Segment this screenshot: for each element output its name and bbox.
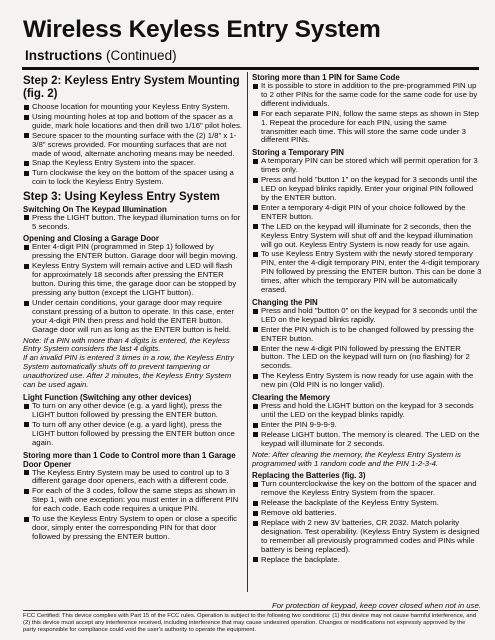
bullet-item: Replace the backplate. <box>252 556 482 565</box>
bullet-item: Turn clockwise the key on the bottom of the spacer using a coin to lock the Keyless Entry System. <box>23 169 243 187</box>
bullet-item: Release the backplate of the Keyless Entry System. <box>252 499 482 508</box>
bullet-item: For each of the 3 codes, follow the same steps as shown in Step 1, with one exception: you must enter in a different PIN for each code. Each code requires a unique PIN. <box>23 487 243 514</box>
light-heading: Light Function (Switching any other devices) <box>23 392 192 402</box>
bullet-item: Turn counterclockwise the key on the bottom of the spacer and remove the Keyless Entry System from the spacer. <box>252 480 482 498</box>
bullet-item: Press and hold "button 1" on the keypad for 3 seconds until the LED on keypad blinks rapidly. Enter your original PIN followed by the ENTER button. <box>252 176 482 203</box>
fcc-statement: FCC Certified: This device complies with Part 15 of the FCC rules. Operation is subject to the following two conditions: (1) this device may not cause harmful interference, and (2) this device must accept any interference received, including interference that may cause undesired operation. Changes or modifications not expressly approved by the party responsible for compliance could void the user's authority to operate the equipment. <box>23 610 478 635</box>
bullet-item: Enter the new 4-digit PIN followed by pressing the ENTER button. The LED on the keypad will turn on (no flashing) for 2 seconds. <box>252 345 482 372</box>
bullet-item: To turn on any other device (e.g. a yard light), press the LIGHT button followed by pressing the ENTER button. <box>23 402 243 420</box>
illumination-heading: Switching On The Keypad Illumination <box>23 204 167 214</box>
bullet-item: Press and hold "button 0" on the keypad for 3 seconds until the LED on the keypad blinks rapidly. <box>252 307 482 325</box>
bullet-item: Enter the PIN which is to be changed followed by pressing the ENTER button. <box>252 326 482 344</box>
note-clear-memory: Note: After clearing the memory, the Keyless Entry System is programmed with 1 random code and the PIN 1-2-3-4. <box>252 449 461 468</box>
bullet-item: Replace with 2 new 3V batteries, CR 2032. Match polarity designation. Test operability. (Keyless Entry System is designed to remember all previously programmed codes and PINs while battery is being replaced). <box>252 519 482 555</box>
note-pin-digits: Note: If a PIN with more than 4 digits is entered, the Keyless Entry System considers the last 4 digits. <box>23 335 230 354</box>
batteries-heading: Replacing the Batteries (fig. 3) <box>252 471 366 481</box>
bullet-item: It is possible to store in addition to the pre-programmed PIN up to 2 other PINs for the same code for the same code for use by different individuals. <box>252 82 482 109</box>
step3-heading: Step 3: Using Keyless Entry System <box>23 191 220 204</box>
illumination-list <box>23 214 243 232</box>
step2-heading: Step 2: Keyless Entry System Mounting (fig. 2) <box>23 75 240 100</box>
bullet-item: Choose location for mounting your Keyless Entry System. <box>23 103 243 112</box>
subtitle-text: Instructions <box>25 48 103 63</box>
clearing-memory-list <box>252 402 482 449</box>
changing-pin-list <box>252 307 482 390</box>
storing-codes-heading: Storing more than 1 Code to Control more than 1 Garage Door Opener <box>23 450 236 469</box>
bullet-item: Snap the Keyless Entry System into the spacer. <box>23 159 243 168</box>
temporary-pin-heading: Storing a Temporary PIN <box>252 148 344 158</box>
bullet-item: The Keyless Entry System is now ready for use again with the new pin (Old PIN is no longer valid). <box>252 372 482 390</box>
changing-pin-heading: Changing the PIN <box>252 297 318 307</box>
storing-codes-list <box>23 469 243 542</box>
bullet-item: Enter the PIN 9-9-9-9. <box>252 421 482 430</box>
clearing-memory-heading: Clearing the Memory <box>252 393 331 403</box>
column-divider <box>247 72 248 592</box>
bullet-item: For each separate PIN, follow the same steps as shown in Step 1. Repeat the procedure for each PIN, using the same transmitter each time. This will store the same code under 3 different PINs. <box>252 110 482 146</box>
bullet-item: Under certain conditions, your garage door may require constant pressing of a button to operate. In this case, enter your 4-digit PIN then press and hold the ENTER button. Garage door will run as long as the ENTER button is held. <box>23 299 243 335</box>
batteries-list <box>252 480 482 564</box>
storing-pin-heading: Storing more than 1 PIN for Same Code <box>252 73 400 82</box>
page-title: Wireless Keyless Entry System <box>23 16 381 43</box>
title-rule <box>22 67 479 70</box>
bullet-item: To use Keyless Entry System with the newly stored temporary PIN, enter the 4-digit temporary PIN, enter the 4-digit temporary PIN followed by pressing the ENTER button. This can be done 3 times, after which the temporary PIN will be automatically erased. <box>252 250 482 295</box>
bullet-item: Press the LIGHT button. The keypad illumination turns on for 5 seconds. <box>23 214 243 232</box>
temporary-pin-list <box>252 157 482 295</box>
bullet-item: Using mounting holes at top and bottom of the spacer as a guide, mark hole locations and then drill two 1/16" pilot holes. <box>23 113 243 131</box>
bullet-item: Remove old batteries. <box>252 509 482 518</box>
bullet-item: Release LIGHT button. The memory is cleared. The LED on the keypad will illuminate for 2 seconds. <box>252 431 482 449</box>
bullet-item: Secure spacer to the mounting surface with the (2) 1/8" x 1-3/8" screws provided. For mounting surfaces that are not made of wood, alternate anchoring means may be needed. <box>23 132 243 159</box>
garage-heading: Opening and Closing a Garage Door <box>23 234 159 244</box>
left-column <box>23 73 243 543</box>
note-invalid-pin: If an invalid PIN is entered 3 times in a row, the Keyless Entry System automatically shuts off to prevent tampering or unauthorized use. After 2 minutes, the Keyless Entry System can be used again. <box>23 353 235 390</box>
bullet-item: To use the Keyless Entry System to open or close a specific door, simply enter the corresponding PIN for that door followed by pressing the ENTER button. <box>23 515 243 542</box>
subtitle-continued: (Continued) <box>106 48 177 63</box>
garage-list <box>23 243 243 334</box>
bullet-item: Enter a temporary 4-digit PIN of your choice followed by the ENTER button. <box>252 204 482 222</box>
storing-pin-list <box>252 82 482 145</box>
right-column <box>252 73 482 566</box>
bullet-item: A temporary PIN can be stored which will permit operation for 3 times only. <box>252 157 482 175</box>
bullet-item: To turn off any other device (e.g. a yard light), press the LIGHT button followed by pressing the ENTER button once again. <box>23 421 243 448</box>
page-subtitle <box>25 48 177 63</box>
keypad-protection-note: For protection of keypad, keep cover closed when not in use. <box>272 601 481 610</box>
step2-list <box>23 103 243 187</box>
bullet-item: The LED on the keypad will illuminate for 2 seconds, then the Keyless Entry System will shut off and the keypad illumination will go out. Keyless Entry System is now ready for use again. <box>252 223 482 250</box>
bullet-item: Enter 4-digit PIN (programmed in Step 1) followed by pressing the ENTER button. Garage door will begin moving. <box>23 243 243 261</box>
bullet-item: Keyless Entry System will remain active and LED will flash for approximately 18 seconds after pressing the ENTER button. During this time, the garage door can be stopped by pressing any button (except the LIGHT button). <box>23 262 243 298</box>
light-list <box>23 402 243 448</box>
bullet-item: The Keyless Entry System may be used to control up to 3 different garage door openers, each with a different code. <box>23 469 243 487</box>
bullet-item: Press and hold the LIGHT button on the keypad for 3 seconds until the LED on the keypad blinks rapidly. <box>252 402 482 420</box>
